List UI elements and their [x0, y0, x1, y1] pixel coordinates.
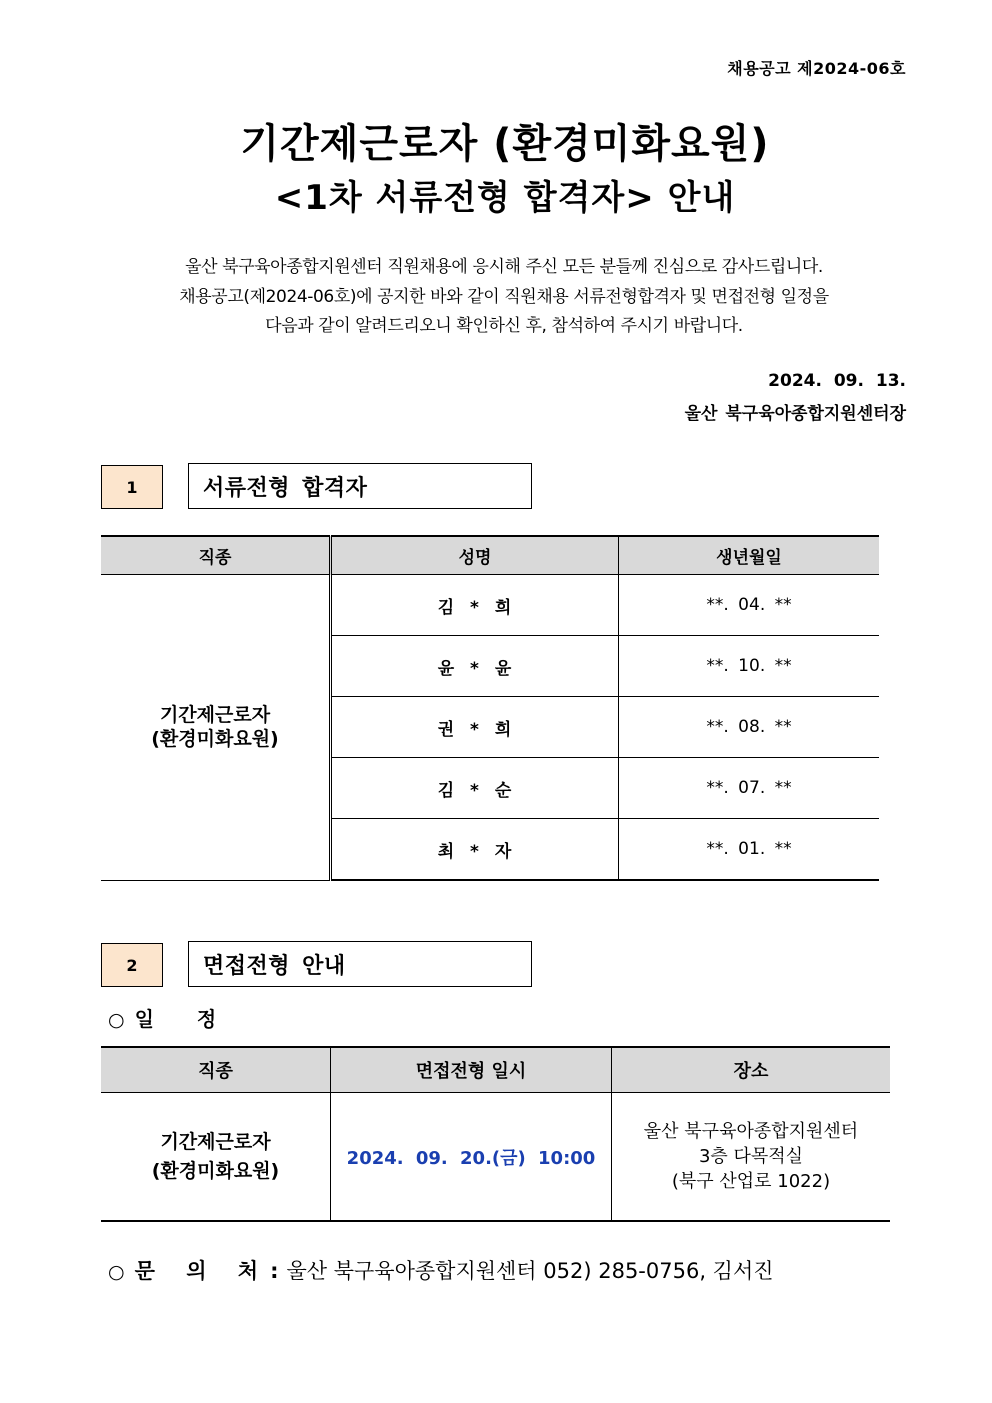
interview-place: [612, 1093, 891, 1222]
applicant-name: 김 * 순: [331, 758, 619, 819]
table-header-row: [101, 1047, 890, 1093]
column-header-job: 직종: [101, 1047, 331, 1093]
schedule-label: [108, 1003, 234, 1032]
page-subtitle: <1차 서류전형 합격자> 안내: [274, 178, 736, 218]
place-line: 울산 북구육아종합지원센터: [643, 1121, 859, 1142]
contact-value: 울산 북구육아종합지원센터 052) 285-0756, 김서진: [286, 1259, 774, 1283]
job-type-line: 기간제근로자: [159, 704, 271, 727]
section-1-title: 서류전형 합격자: [188, 463, 532, 509]
schedule-label-text: 일 정: [134, 1007, 235, 1031]
section-2-number: 2: [101, 943, 163, 987]
intro-line: 울산 북구육아종합지원센터 직원채용에 응시해 주신 모든 분들께 진심으로 감사드립니다.: [185, 257, 823, 277]
applicant-name: 권 * 희: [331, 697, 619, 758]
contact-info: [108, 1255, 774, 1285]
applicant-name: 윤 * 윤: [331, 636, 619, 697]
column-header-place: 장소: [612, 1047, 891, 1093]
column-header-job: 직종: [101, 536, 331, 575]
applicant-dob: **. 04. **: [619, 575, 880, 636]
table-row: [101, 1093, 890, 1222]
intro-line: 다음과 같이 알려드리오니 확인하신 후, 참석하여 주시기 바랍니다.: [265, 316, 743, 336]
job-type-line: (환경미화요원): [151, 1159, 280, 1182]
job-type-line: 기간제근로자: [160, 1130, 271, 1153]
applicant-dob: **. 01. **: [619, 819, 880, 881]
applicant-dob: **. 07. **: [619, 758, 880, 819]
announcement-date: 2024. 09. 13.: [768, 371, 906, 391]
job-type-cell: [101, 1093, 331, 1222]
column-header-datetime: 면접전형 일시: [331, 1047, 612, 1093]
interview-datetime: 2024. 09. 20.(금) 10:00: [331, 1093, 612, 1222]
intro-line: 채용공고(제2024-06호)에 공지한 바와 같이 직원채용 서류전형합격자 및 면접전형 일정을: [179, 286, 829, 307]
applicant-name: 최 * 자: [331, 819, 619, 881]
place-line: 3층 다목적실: [698, 1146, 804, 1167]
table-row: [101, 575, 879, 636]
place-line: (북구 산업로 1022): [671, 1171, 831, 1192]
section-2-title: 면접전형 안내: [188, 941, 532, 987]
issuing-organization: 울산 북구육아종합지원센터장: [684, 404, 906, 424]
column-header-dob: 생년월일: [619, 536, 880, 575]
applicant-name: 김 * 희: [331, 575, 619, 636]
circle-bullet-icon: ○: [108, 1261, 125, 1283]
job-type-cell: [101, 575, 331, 881]
intro-paragraph: [100, 253, 908, 342]
applicant-dob: **. 08. **: [619, 697, 880, 758]
job-type-line: (환경미화요원): [151, 728, 279, 751]
contact-colon: :: [270, 1259, 279, 1283]
interview-schedule-table: [101, 1046, 890, 1222]
document-pass-table: [101, 535, 879, 881]
page-title: 기간제근로자 (환경미화요원): [240, 121, 770, 167]
applicant-dob: **. 10. **: [619, 636, 880, 697]
notice-number: 채용공고 제2024-06호: [727, 59, 906, 78]
section-1-number: 1: [101, 465, 163, 509]
table-header-row: [101, 536, 879, 575]
contact-label: 문 의 처: [134, 1259, 271, 1283]
column-header-name: 성명: [331, 536, 619, 575]
circle-bullet-icon: ○: [108, 1009, 125, 1031]
